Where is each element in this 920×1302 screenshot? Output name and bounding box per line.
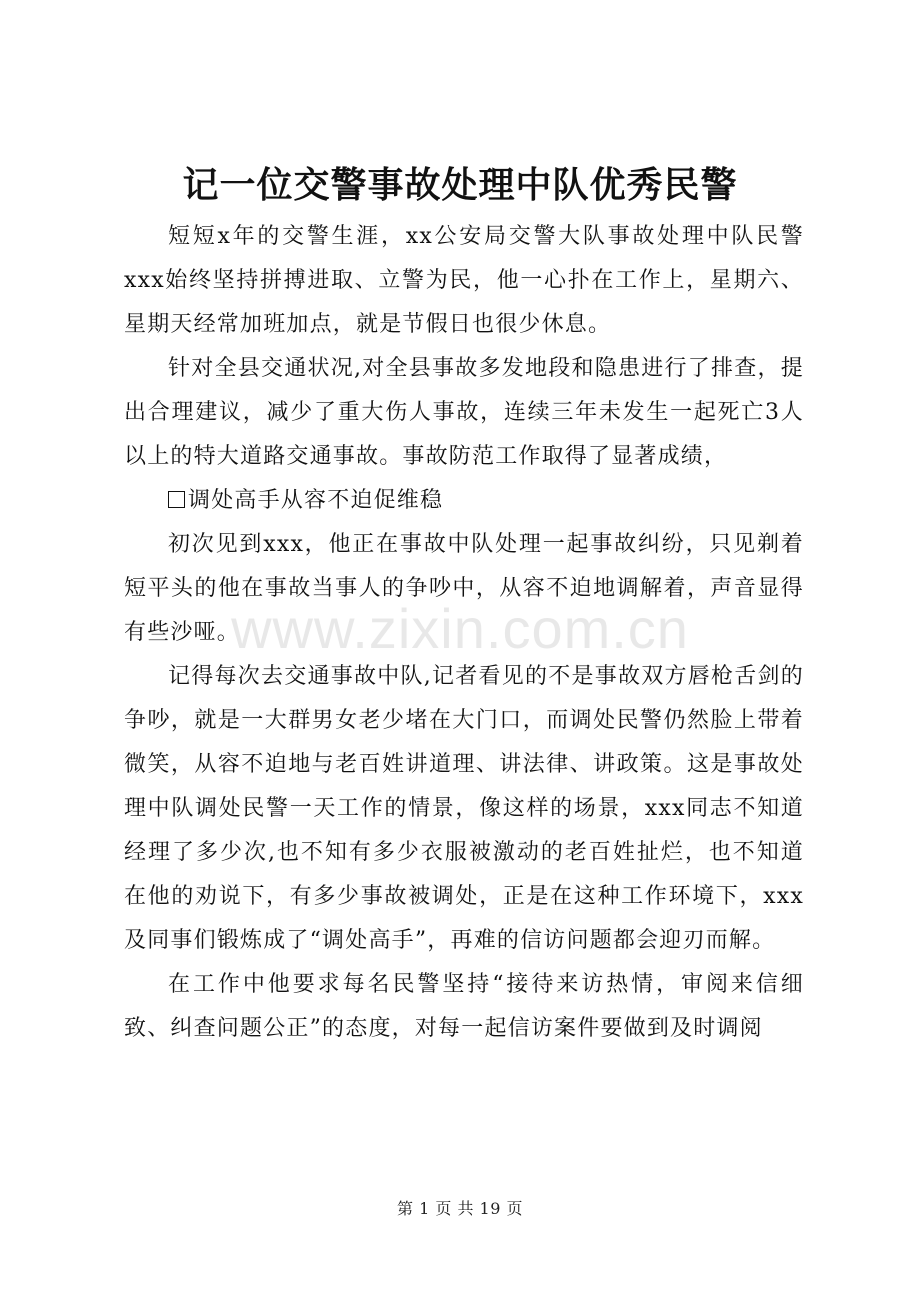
watermark: www.zixin.com.cn [231,597,689,660]
paragraph-5: 在工作中他要求每名民警坚持“接待来访热情，审阅来信细致、纠查问题公正”的态度，对每一起信访案件要做到及时调阅 [124,972,804,1041]
section-heading [124,479,804,523]
checkbox-glyph-icon [168,491,185,508]
page-footer: 第 1 页 共 19 页 [397,1199,523,1218]
paragraph-3: 初次见到xxx，他正在事故中队处理一起事故纠纷，只见剃着短平头的他在事故当事人的争吵中，从容不迫地调解着，声音显得有些沙哑。 [124,532,804,645]
paragraph-1: 短短x年的交警生涯，xx公安局交警大队事故处理中队民警xxx始终坚持拼搏进取、立警为民，他一心扑在工作上，星期六、星期天经常加班加点，就是节假日也很少休息。 [124,224,804,337]
paragraph-2: 针对全县交通状况,对全县事故多发地段和隐患进行了排查，提出合理建议，减少了重大伤人事故，连续三年未发生一起死亡3人以上的特大道路交通事故。事故防范工作取得了显著成绩， [124,356,804,469]
paragraph-4: 记得每次去交通事故中队,记者看见的不是事故双方唇枪舌剑的争吵，就是一大群男女老少堵在大门口，而调处民警仍然脸上带着微笑，从容不迫地与老百姓讲道理、讲法律、讲政策。这是事故处理中队调处民警一天工作的情景，像这样的场景，xxx同志不知道经理了多少次,也不知有多少衣服被激动的老百姓扯烂，也不知道在他的劝说下，有多少事故被调处，正是在这种工作环境下，xxx及同事们锻炼成了“调处高手”，再难的信访问题都会迎刃而解。 [124,664,804,953]
section-heading-text: 调处高手从容不迫促维稳 [188,488,444,513]
document-title: 记一位交警事故处理中队优秀民警 [182,164,738,206]
document-body [124,215,804,1051]
